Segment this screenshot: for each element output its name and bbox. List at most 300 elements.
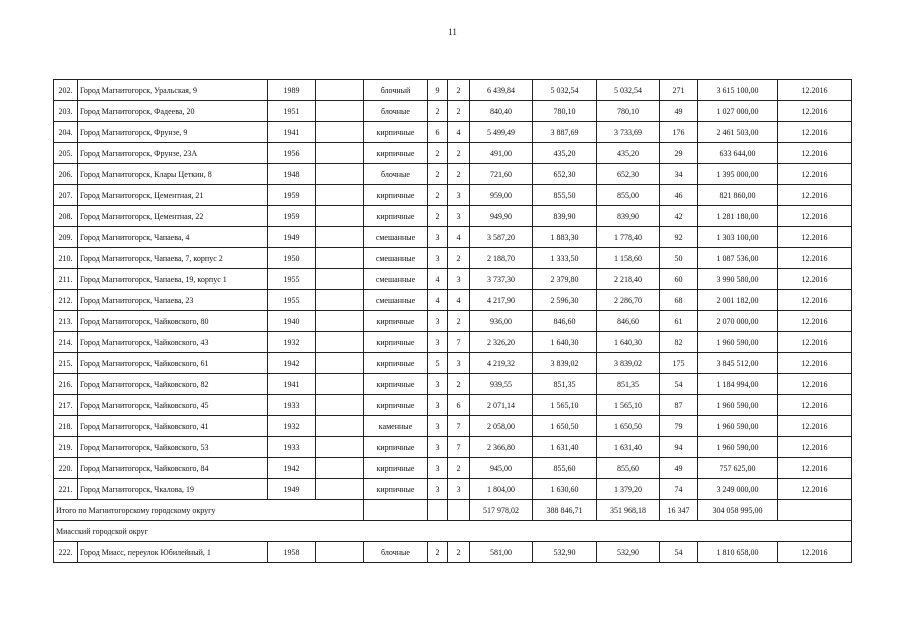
row-empty (316, 143, 364, 164)
row-floors: 2 (428, 542, 448, 563)
row-area-total: 4 219,32 (470, 353, 533, 374)
row-area-residential: 532,90 (597, 542, 660, 563)
table-row (54, 395, 852, 416)
row-residents: 175 (660, 353, 698, 374)
row-empty (316, 122, 364, 143)
row-year: 1941 (268, 122, 316, 143)
row-cost: 1 960 590,00 (698, 416, 778, 437)
row-residents: 50 (660, 248, 698, 269)
row-residents: 176 (660, 122, 698, 143)
row-residents: 29 (660, 143, 698, 164)
row-material: кирпичные (364, 206, 428, 227)
row-area-residential: 855,60 (597, 458, 660, 479)
row-area-total: 840,40 (470, 101, 533, 122)
row-deadline: 12.2016 (778, 269, 852, 290)
row-floors: 3 (428, 458, 448, 479)
summary-row (54, 500, 852, 521)
row-residents: 79 (660, 416, 698, 437)
row-floors: 6 (428, 122, 448, 143)
row-deadline: 12.2016 (778, 311, 852, 332)
row-residents: 82 (660, 332, 698, 353)
row-floors: 5 (428, 353, 448, 374)
row-material: кирпичные (364, 479, 428, 500)
row-area-living: 532,90 (533, 542, 597, 563)
row-number: 217. (54, 395, 78, 416)
table-row (54, 311, 852, 332)
row-floors: 9 (428, 80, 448, 101)
table-row (54, 122, 852, 143)
row-entrances: 2 (448, 164, 470, 185)
row-entrances: 6 (448, 395, 470, 416)
row-number: 208. (54, 206, 78, 227)
row-empty (316, 185, 364, 206)
row-floors: 3 (428, 437, 448, 458)
row-cost: 1 960 590,00 (698, 437, 778, 458)
row-empty (316, 458, 364, 479)
row-deadline: 12.2016 (778, 227, 852, 248)
row-area-living: 1 631,40 (533, 437, 597, 458)
row-material: кирпичные (364, 458, 428, 479)
table-row (54, 143, 852, 164)
row-number: 209. (54, 227, 78, 248)
row-year: 1955 (268, 290, 316, 311)
row-material: кирпичные (364, 374, 428, 395)
row-number: 216. (54, 374, 78, 395)
row-empty (316, 374, 364, 395)
row-deadline: 12.2016 (778, 332, 852, 353)
row-cost: 757 625,00 (698, 458, 778, 479)
table-row (54, 479, 852, 500)
row-area-residential: 855,00 (597, 185, 660, 206)
row-cost: 1 027 000,00 (698, 101, 778, 122)
row-cost: 1 960 590,00 (698, 395, 778, 416)
row-area-total: 491,00 (470, 143, 533, 164)
row-year: 1932 (268, 332, 316, 353)
row-year: 1959 (268, 206, 316, 227)
row-area-living: 1 333,50 (533, 248, 597, 269)
row-deadline: 12.2016 (778, 122, 852, 143)
row-entrances: 2 (448, 101, 470, 122)
row-area-residential: 1 778,40 (597, 227, 660, 248)
row-entrances: 2 (448, 542, 470, 563)
row-residents: 61 (660, 311, 698, 332)
row-cost: 633 644,00 (698, 143, 778, 164)
row-empty (316, 227, 364, 248)
row-floors: 3 (428, 227, 448, 248)
row-area-living: 1 630,60 (533, 479, 597, 500)
row-deadline: 12.2016 (778, 80, 852, 101)
table-row (54, 353, 852, 374)
table-row (54, 185, 852, 206)
row-number: 212. (54, 290, 78, 311)
summary-empty (778, 500, 852, 521)
row-floors: 4 (428, 290, 448, 311)
row-address: Город Магнитогорск, Чапаева, 23 (78, 290, 268, 311)
table-row (54, 101, 852, 122)
row-floors: 2 (428, 143, 448, 164)
row-empty (316, 416, 364, 437)
row-empty (316, 206, 364, 227)
table-row (54, 269, 852, 290)
row-year: 1948 (268, 164, 316, 185)
row-empty (316, 269, 364, 290)
row-material: кирпичные (364, 143, 428, 164)
row-area-total: 936,00 (470, 311, 533, 332)
row-residents: 42 (660, 206, 698, 227)
row-area-living: 435,20 (533, 143, 597, 164)
row-residents: 49 (660, 101, 698, 122)
row-deadline: 12.2016 (778, 248, 852, 269)
row-area-living: 1 565,10 (533, 395, 597, 416)
section-row (54, 521, 852, 542)
table-row (54, 437, 852, 458)
row-number: 204. (54, 122, 78, 143)
row-address: Город Магнитогорск, Чайковского, 43 (78, 332, 268, 353)
row-floors: 2 (428, 101, 448, 122)
row-area-living: 851,35 (533, 374, 597, 395)
row-area-living: 846,60 (533, 311, 597, 332)
row-year: 1951 (268, 101, 316, 122)
row-year: 1949 (268, 227, 316, 248)
table-row (54, 332, 852, 353)
row-material: кирпичные (364, 122, 428, 143)
summary-area-living: 388 846,71 (533, 500, 597, 521)
row-area-total: 2 366,80 (470, 437, 533, 458)
summary-area-total: 517 978,02 (470, 500, 533, 521)
summary-label: Итого по Магнитогорскому городскому округу (54, 500, 364, 521)
row-area-total: 3 587,20 (470, 227, 533, 248)
row-entrances: 3 (448, 353, 470, 374)
row-entrances: 2 (448, 311, 470, 332)
row-entrances: 4 (448, 227, 470, 248)
row-area-residential: 780,10 (597, 101, 660, 122)
row-area-residential: 839,90 (597, 206, 660, 227)
row-area-living: 5 032,54 (533, 80, 597, 101)
row-year: 1955 (268, 269, 316, 290)
row-empty (316, 332, 364, 353)
row-material: блочный (364, 80, 428, 101)
row-deadline: 12.2016 (778, 395, 852, 416)
row-address: Город Магнитогорск, Чапаева, 19, корпус 1 (78, 269, 268, 290)
row-area-total: 6 439,84 (470, 80, 533, 101)
row-floors: 3 (428, 395, 448, 416)
row-entrances: 2 (448, 374, 470, 395)
row-entrances: 2 (448, 248, 470, 269)
row-material: кирпичные (364, 437, 428, 458)
row-area-living: 3 887,69 (533, 122, 597, 143)
table-row (54, 206, 852, 227)
row-number: 218. (54, 416, 78, 437)
row-area-total: 2 071,14 (470, 395, 533, 416)
row-entrances: 3 (448, 479, 470, 500)
row-deadline: 12.2016 (778, 290, 852, 311)
row-material: кирпичные (364, 395, 428, 416)
row-address: Город Магнитогорск, Чкалова, 19 (78, 479, 268, 500)
row-year: 1933 (268, 437, 316, 458)
table-row (54, 374, 852, 395)
row-address: Город Магнитогорск, Фрунзе, 23А (78, 143, 268, 164)
row-address: Город Магнитогорск, Цементная, 21 (78, 185, 268, 206)
row-entrances: 7 (448, 332, 470, 353)
row-area-total: 4 217,90 (470, 290, 533, 311)
row-number: 203. (54, 101, 78, 122)
row-year: 1941 (268, 374, 316, 395)
table-row (54, 458, 852, 479)
row-deadline: 12.2016 (778, 185, 852, 206)
row-area-residential: 1 379,20 (597, 479, 660, 500)
row-material: кирпичные (364, 185, 428, 206)
row-deadline: 12.2016 (778, 458, 852, 479)
row-entrances: 4 (448, 122, 470, 143)
row-empty (316, 164, 364, 185)
row-deadline: 12.2016 (778, 416, 852, 437)
row-material: блочные (364, 164, 428, 185)
row-cost: 1 087 536,00 (698, 248, 778, 269)
row-material: каменные (364, 416, 428, 437)
row-area-living: 2 379,80 (533, 269, 597, 290)
row-area-residential: 3 733,69 (597, 122, 660, 143)
row-empty (316, 437, 364, 458)
row-residents: 94 (660, 437, 698, 458)
row-area-total: 939,55 (470, 374, 533, 395)
row-cost: 1 960 590,00 (698, 332, 778, 353)
row-number: 213. (54, 311, 78, 332)
row-year: 1949 (268, 479, 316, 500)
row-number: 210. (54, 248, 78, 269)
row-area-living: 855,60 (533, 458, 597, 479)
row-cost: 3 990 580,00 (698, 269, 778, 290)
row-residents: 54 (660, 542, 698, 563)
table-row (54, 248, 852, 269)
row-cost: 1 810 658,00 (698, 542, 778, 563)
row-floors: 2 (428, 206, 448, 227)
row-floors: 3 (428, 311, 448, 332)
row-number: 211. (54, 269, 78, 290)
row-area-residential: 1 631,40 (597, 437, 660, 458)
row-address: Город Магнитогорск, Чайковского, 61 (78, 353, 268, 374)
row-number: 222. (54, 542, 78, 563)
table-row (54, 416, 852, 437)
row-cost: 2 461 503,00 (698, 122, 778, 143)
row-address: Город Миасс, переулок Юбилейный, 1 (78, 542, 268, 563)
row-residents: 68 (660, 290, 698, 311)
row-area-residential: 1 158,60 (597, 248, 660, 269)
row-entrances: 7 (448, 416, 470, 437)
row-year: 1989 (268, 80, 316, 101)
row-material: блочные (364, 101, 428, 122)
table-row (54, 80, 852, 101)
row-area-total: 949,90 (470, 206, 533, 227)
row-address: Город Магнитогорск, Чайковского, 80 (78, 311, 268, 332)
row-material: смешанные (364, 227, 428, 248)
row-address: Город Магнитогорск, Чайковского, 53 (78, 437, 268, 458)
row-deadline: 12.2016 (778, 101, 852, 122)
row-floors: 2 (428, 185, 448, 206)
row-material: кирпичные (364, 311, 428, 332)
row-area-residential: 851,35 (597, 374, 660, 395)
row-empty (316, 290, 364, 311)
row-year: 1942 (268, 458, 316, 479)
row-residents: 87 (660, 395, 698, 416)
row-floors: 3 (428, 416, 448, 437)
row-entrances: 3 (448, 269, 470, 290)
row-entrances: 2 (448, 143, 470, 164)
row-year: 1956 (268, 143, 316, 164)
row-area-residential: 846,60 (597, 311, 660, 332)
row-residents: 49 (660, 458, 698, 479)
row-number: 221. (54, 479, 78, 500)
section-label: Миасский городской округ (54, 521, 852, 542)
table-row (54, 227, 852, 248)
row-area-residential: 652,30 (597, 164, 660, 185)
row-residents: 60 (660, 269, 698, 290)
row-entrances: 4 (448, 290, 470, 311)
row-address: Город Магнитогорск, Чапаева, 4 (78, 227, 268, 248)
row-residents: 271 (660, 80, 698, 101)
row-cost: 1 184 994,00 (698, 374, 778, 395)
row-floors: 4 (428, 269, 448, 290)
housing-register-table (53, 79, 852, 563)
summary-empty (448, 500, 470, 521)
row-area-residential: 2 218,40 (597, 269, 660, 290)
row-number: 214. (54, 332, 78, 353)
row-year: 1942 (268, 353, 316, 374)
row-entrances: 2 (448, 80, 470, 101)
row-cost: 821 860,00 (698, 185, 778, 206)
row-residents: 46 (660, 185, 698, 206)
row-year: 1932 (268, 416, 316, 437)
row-area-living: 3 839,02 (533, 353, 597, 374)
row-number: 206. (54, 164, 78, 185)
row-address: Город Магнитогорск, Чайковского, 82 (78, 374, 268, 395)
row-residents: 74 (660, 479, 698, 500)
row-cost: 3 615 100,00 (698, 80, 778, 101)
row-cost: 3 249 000,00 (698, 479, 778, 500)
row-cost: 2 070 000,00 (698, 311, 778, 332)
row-empty (316, 353, 364, 374)
row-deadline: 12.2016 (778, 374, 852, 395)
row-year: 1950 (268, 248, 316, 269)
row-floors: 3 (428, 479, 448, 500)
row-area-residential: 1 650,50 (597, 416, 660, 437)
row-material: блочные (364, 542, 428, 563)
row-area-residential: 1 640,30 (597, 332, 660, 353)
row-area-living: 780,10 (533, 101, 597, 122)
table-row (54, 542, 852, 563)
row-cost: 1 303 100,00 (698, 227, 778, 248)
row-address: Город Магнитогорск, Чайковского, 84 (78, 458, 268, 479)
row-entrances: 7 (448, 437, 470, 458)
row-deadline: 12.2016 (778, 143, 852, 164)
row-empty (316, 80, 364, 101)
row-area-total: 581,00 (470, 542, 533, 563)
row-area-total: 2 326,20 (470, 332, 533, 353)
row-area-total: 959,00 (470, 185, 533, 206)
row-area-residential: 3 839,02 (597, 353, 660, 374)
row-address: Город Магнитогорск, Цементная, 22 (78, 206, 268, 227)
row-number: 215. (54, 353, 78, 374)
summary-empty (364, 500, 428, 521)
row-material: кирпичные (364, 353, 428, 374)
row-area-residential: 435,20 (597, 143, 660, 164)
row-floors: 2 (428, 164, 448, 185)
row-entrances: 3 (448, 206, 470, 227)
row-deadline: 12.2016 (778, 437, 852, 458)
row-number: 219. (54, 437, 78, 458)
row-empty (316, 542, 364, 563)
row-number: 205. (54, 143, 78, 164)
row-year: 1940 (268, 311, 316, 332)
row-area-living: 2 596,30 (533, 290, 597, 311)
row-area-living: 1 650,50 (533, 416, 597, 437)
row-area-total: 721,60 (470, 164, 533, 185)
row-deadline: 12.2016 (778, 479, 852, 500)
row-empty (316, 395, 364, 416)
row-area-total: 2 058,00 (470, 416, 533, 437)
row-area-residential: 1 565,10 (597, 395, 660, 416)
row-residents: 54 (660, 374, 698, 395)
row-deadline: 12.2016 (778, 353, 852, 374)
row-area-total: 1 804,00 (470, 479, 533, 500)
row-entrances: 2 (448, 458, 470, 479)
row-deadline: 12.2016 (778, 206, 852, 227)
row-address: Город Магнитогорск, Клары Цеткин, 8 (78, 164, 268, 185)
row-year: 1959 (268, 185, 316, 206)
row-empty (316, 101, 364, 122)
row-area-living: 839,90 (533, 206, 597, 227)
row-number: 220. (54, 458, 78, 479)
row-number: 202. (54, 80, 78, 101)
row-address: Город Магнитогорск, Чапаева, 7, корпус 2 (78, 248, 268, 269)
row-address: Город Магнитогорск, Чайковского, 45 (78, 395, 268, 416)
row-material: кирпичные (364, 332, 428, 353)
row-deadline: 12.2016 (778, 542, 852, 563)
row-area-living: 1 640,30 (533, 332, 597, 353)
summary-cost: 304 058 995,00 (698, 500, 778, 521)
row-cost: 3 845 512,00 (698, 353, 778, 374)
table-row (54, 290, 852, 311)
row-address: Город Магнитогорск, Фадеева, 20 (78, 101, 268, 122)
row-area-living: 855,50 (533, 185, 597, 206)
row-year: 1933 (268, 395, 316, 416)
row-material: смешанные (364, 248, 428, 269)
row-area-total: 3 737,30 (470, 269, 533, 290)
row-year: 1958 (268, 542, 316, 563)
summary-residents: 16 347 (660, 500, 698, 521)
row-floors: 3 (428, 374, 448, 395)
table-row (54, 164, 852, 185)
row-empty (316, 248, 364, 269)
row-area-total: 945,00 (470, 458, 533, 479)
row-material: смешанные (364, 290, 428, 311)
summary-empty (428, 500, 448, 521)
row-number: 207. (54, 185, 78, 206)
row-cost: 1 395 000,00 (698, 164, 778, 185)
row-floors: 3 (428, 332, 448, 353)
row-entrances: 3 (448, 185, 470, 206)
summary-area-residential: 351 968,18 (597, 500, 660, 521)
page-number: 11 (448, 27, 457, 37)
row-address: Город Магнитогорск, Фрунзе, 9 (78, 122, 268, 143)
row-address: Город Магнитогорск, Чайковского, 41 (78, 416, 268, 437)
row-area-total: 2 188,70 (470, 248, 533, 269)
row-material: смешанные (364, 269, 428, 290)
row-empty (316, 311, 364, 332)
row-area-living: 1 883,30 (533, 227, 597, 248)
row-address: Город Магнитогорск, Уральская, 9 (78, 80, 268, 101)
row-residents: 34 (660, 164, 698, 185)
row-deadline: 12.2016 (778, 164, 852, 185)
